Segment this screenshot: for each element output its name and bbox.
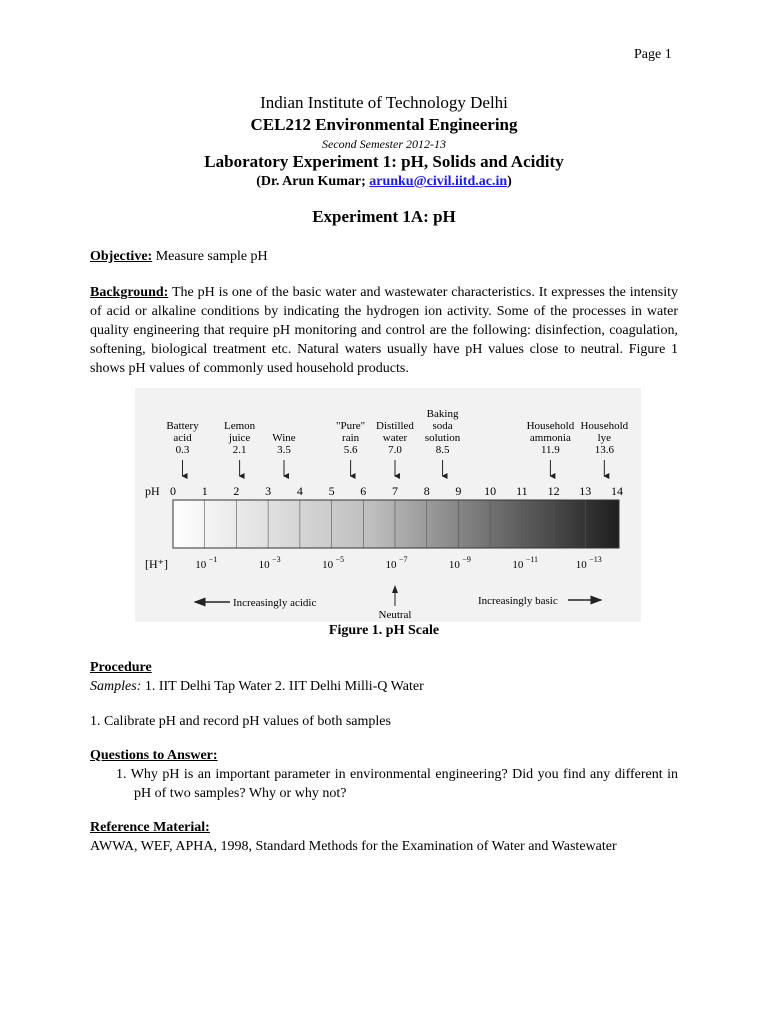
h-ion-value: 10: [448, 559, 460, 571]
procedure-heading: Procedure: [90, 660, 152, 675]
product-label: Lemon: [224, 420, 256, 432]
h-ion-exponent: −5: [335, 555, 345, 564]
product-label: "Pure": [336, 420, 366, 432]
product-label: 3.5: [277, 444, 291, 456]
ph-scale-tick-label: 2: [233, 484, 240, 498]
objective-paragraph: [90, 247, 678, 266]
neutral-label: Neutral: [378, 609, 412, 621]
product-label: 13.6: [594, 444, 614, 456]
h-ion-exponent: −13: [589, 555, 602, 564]
ph-scale-tick-label: 9: [455, 484, 462, 498]
basic-label: Increasingly basic: [478, 595, 558, 607]
product-label: solution: [424, 432, 461, 444]
author-suffix: ): [507, 174, 512, 189]
background-text: The pH is one of the basic water and wastewater characteristics. It expresses the intensity of acid or alkaline conditions by indicating the hydrogen ion activity. Some of the processes in water quality engineering that require pH monitoring and control are the following: disinfection, coagulation, softening, biological treatment etc. Natural waters usually have pH values close to neutral. Figure 1 shows pH values of commonly used household products.: [90, 285, 678, 376]
h-ion-value: 10: [385, 559, 397, 571]
procedure-step: 1. Calibrate pH and record pH values of both samples: [90, 714, 391, 729]
ph-scale-tick-label: 0: [170, 484, 176, 498]
author-prefix: (Dr. Arun Kumar;: [256, 174, 370, 189]
product-label: 2.1: [232, 444, 247, 456]
ph-scale-tick-label: 12: [547, 484, 560, 498]
reference-section: [90, 818, 678, 856]
product-label: Household: [580, 420, 629, 432]
page-number: Page 1: [634, 47, 672, 62]
product-label: Distilled: [376, 420, 414, 432]
institute-name: Indian Institute of Technology Delhi: [260, 93, 508, 112]
ph-scale-tick-label: 13: [579, 484, 592, 498]
samples-line: [90, 677, 678, 696]
samples-label: Samples:: [90, 679, 142, 694]
h-ion-value: 10: [195, 559, 207, 571]
questions-heading: Questions to Answer:: [90, 748, 218, 763]
product-label: Battery: [166, 420, 199, 432]
ph-scale-tick-label: 4: [296, 484, 303, 498]
h-ion-exponent: −11: [525, 555, 539, 564]
acidic-label: Increasingly acidic: [233, 597, 317, 609]
objective-label: Objective:: [90, 249, 153, 264]
procedure-section: [90, 658, 678, 731]
product-label: Baking: [426, 408, 459, 420]
background-paragraph: [90, 283, 678, 378]
author-line: [0, 174, 768, 190]
h-ion-value: 10: [575, 559, 587, 571]
author-email-link[interactable]: arunku@civil.iitd.ac.in: [369, 174, 508, 189]
course-title: CEL212 Environmental Engineering: [250, 115, 518, 134]
product-label: Household: [526, 420, 575, 432]
product-label: juice: [228, 432, 251, 444]
ph-scale-svg: [135, 388, 641, 622]
h-ion-value: 10: [322, 559, 334, 571]
ph-axis-label: pH: [145, 484, 160, 498]
ph-scale-figure: [135, 388, 641, 622]
h-ion-exponent: −7: [399, 555, 408, 564]
product-label: acid: [173, 432, 192, 444]
product-label: soda: [432, 420, 453, 432]
ph-scale-tick-label: 8: [423, 484, 430, 498]
ph-scale-tick-label: 7: [392, 484, 398, 498]
experiment-title: Experiment 1A: pH: [312, 207, 456, 226]
samples-text: 1. IIT Delhi Tap Water 2. IIT Delhi Milli-Q Water: [141, 679, 424, 694]
ph-scale-tick-label: 1: [201, 484, 208, 498]
product-label: 11.9: [540, 444, 560, 456]
h-ion-exponent: −1: [208, 555, 218, 564]
product-label: Wine: [272, 432, 296, 444]
product-label: 0.3: [175, 444, 190, 456]
product-label: ammonia: [529, 432, 571, 444]
reference-text: AWWA, WEF, APHA, 1998, Standard Methods for the Examination of Water and Wastewater: [90, 839, 617, 854]
questions-section: [90, 746, 678, 803]
product-label: 7.0: [388, 444, 402, 456]
ph-scale-tick-label: 11: [516, 484, 528, 498]
ph-gradient-bar: [173, 500, 619, 548]
ph-scale-tick-label: 5: [328, 484, 335, 498]
ph-scale-tick-label: 10: [484, 484, 497, 498]
product-label: 5.6: [343, 444, 358, 456]
h-ion-value: 10: [258, 559, 270, 571]
h-ion-exponent: −9: [462, 555, 471, 564]
background-label: Background:: [90, 285, 169, 300]
figure-caption: Figure 1. pH Scale: [328, 623, 440, 638]
reference-heading: Reference Material:: [90, 820, 210, 835]
ph-scale-tick-label: 3: [265, 484, 272, 498]
ph-scale-tick-label: 14: [611, 484, 623, 498]
lab-title: Laboratory Experiment 1: pH, Solids and Acidity: [204, 152, 564, 171]
product-label: water: [382, 432, 408, 444]
product-label: rain: [342, 432, 360, 444]
ph-scale-tick-label: 6: [360, 484, 367, 498]
objective-text: Measure sample pH: [152, 249, 268, 264]
h-ion-label: [H⁺]: [145, 557, 168, 571]
product-label: lye: [597, 432, 612, 444]
h-ion-value: 10: [512, 559, 524, 571]
semester: Second Semester 2012-13: [322, 137, 446, 151]
h-ion-exponent: −3: [272, 555, 281, 564]
question-item: 1. Why pH is an important parameter in environmental engineering? Did you find any different in pH of two samples? Why or why not?: [116, 767, 678, 801]
product-label: 8.5: [435, 444, 450, 456]
